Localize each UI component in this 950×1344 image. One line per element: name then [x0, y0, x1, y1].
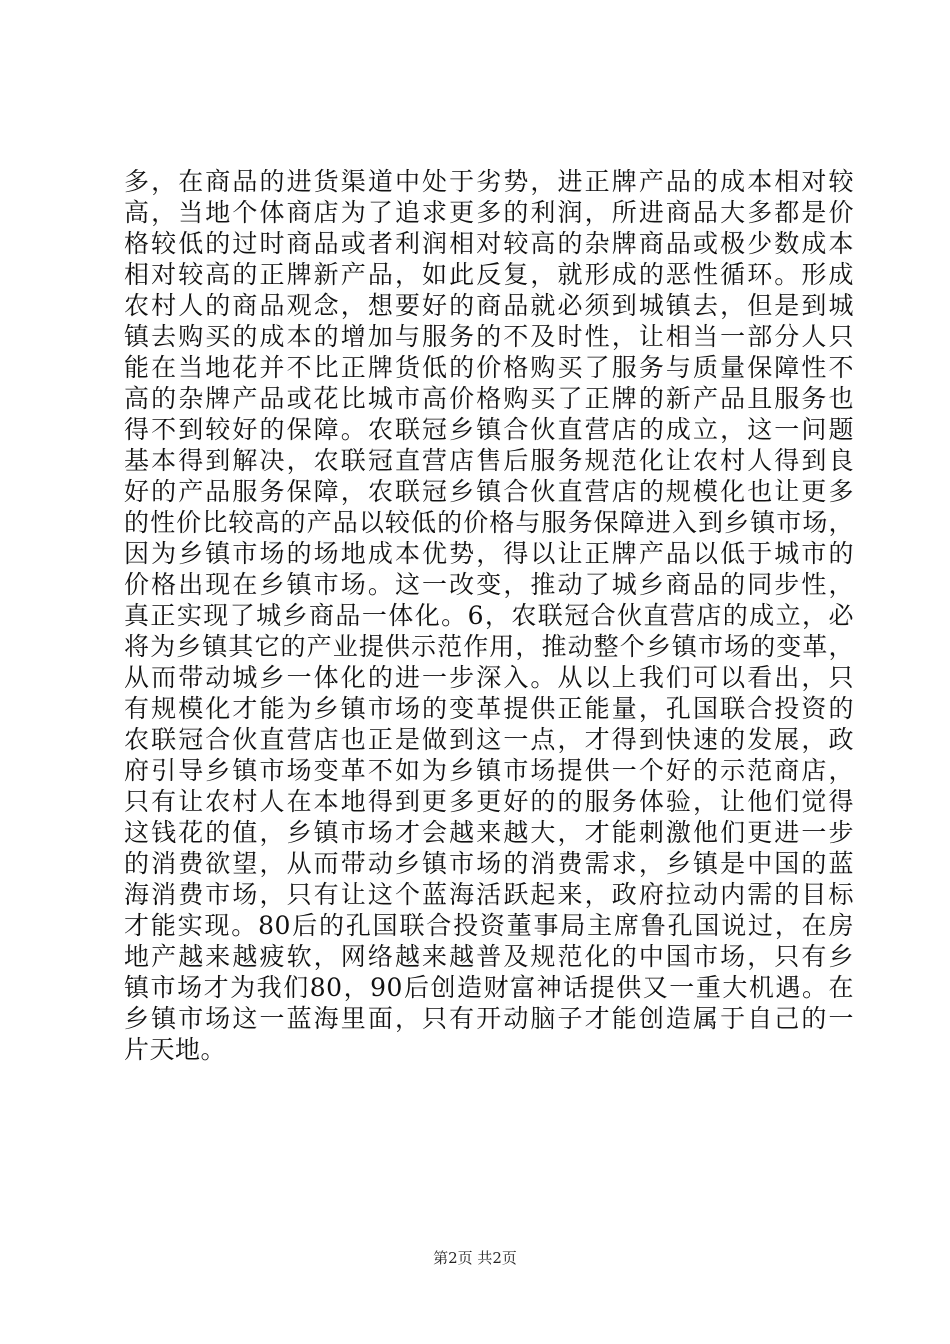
text-line: 的性价比较高的产品以较低的价格与服务保障进入到乡镇市场，: [124, 508, 854, 537]
text-line: 高的杂牌产品或花比城市高价格购买了正牌的新产品且服务也: [124, 384, 854, 413]
text-line: 因为乡镇市场的场地成本优势，得以让正牌产品以低于城市的: [124, 539, 854, 568]
text-line: 海消费市场，只有让这个蓝海活跃起来，政府拉动内需的目标: [124, 880, 854, 909]
text-line: 这钱花的值，乡镇市场才会越来越大，才能刺激他们更进一步: [124, 818, 854, 847]
text-line: 好的产品服务保障，农联冠乡镇合伙直营店的规模化也让更多: [124, 477, 854, 506]
text-line: 从而带动城乡一体化的进一步深入。从以上我们可以看出，只: [124, 663, 854, 692]
text-line: 将为乡镇其它的产业提供示范作用，推动整个乡镇市场的变革，: [124, 632, 854, 661]
text-line: 基本得到解决，农联冠直营店售后服务规范化让农村人得到良: [124, 446, 854, 475]
page-number-footer: 第2页 共2页: [433, 1249, 517, 1267]
text-line: 才能实现。80后的孔国联合投资董事局主席鲁孔国说过，在房: [124, 911, 854, 940]
text-line: 相对较高的正牌新产品，如此反复，就形成的恶性循环。形成: [124, 260, 854, 289]
text-line: 格较低的过时商品或者利润相对较高的杂牌商品或极少数成本: [124, 229, 854, 258]
text-line: 片天地。: [124, 1035, 227, 1064]
text-line: 乡镇市场这一蓝海里面，只有开动脑子才能创造属于自己的一: [124, 1004, 854, 1033]
text-line: 农村人的商品观念，想要好的商品就必须到城镇去，但是到城: [124, 291, 854, 320]
text-line: 多，在商品的进货渠道中处于劣势，进正牌产品的成本相对较: [124, 167, 854, 196]
text-line: 高，当地个体商店为了追求更多的利润，所进商品大多都是价: [124, 198, 854, 227]
text-line: 农联冠合伙直营店也正是做到这一点，才得到快速的发展，政: [124, 725, 854, 754]
text-line: 地产越来越疲软，网络越来越普及规范化的中国市场，只有乡: [124, 942, 854, 971]
text-line: 镇市场才为我们80，90后创造财富神话提供又一重大机遇。在: [124, 973, 854, 1002]
text-line: 只有让农村人在本地得到更多更好的的服务体验，让他们觉得: [124, 787, 854, 816]
text-line: 府引导乡镇市场变革不如为乡镇市场提供一个好的示范商店，: [124, 756, 854, 785]
text-line: 真正实现了城乡商品一体化。6，农联冠合伙直营店的成立，必: [124, 601, 854, 630]
text-line: 能在当地花并不比正牌货低的价格购买了服务与质量保障性不: [124, 353, 854, 382]
body-paragraph: [124, 166, 854, 1065]
text-line: 有规模化才能为乡镇市场的变革提供正能量，孔国联合投资的: [124, 694, 854, 723]
text-line: 镇去购买的成本的增加与服务的不及时性，让相当一部分人只: [124, 322, 854, 351]
text-line: 价格出现在乡镇市场。这一改变，推动了城乡商品的同步性，: [124, 570, 854, 599]
text-line: 得不到较好的保障。农联冠乡镇合伙直营店的成立，这一问题: [124, 415, 854, 444]
text-line: 的消费欲望，从而带动乡镇市场的消费需求，乡镇是中国的蓝: [124, 849, 854, 878]
